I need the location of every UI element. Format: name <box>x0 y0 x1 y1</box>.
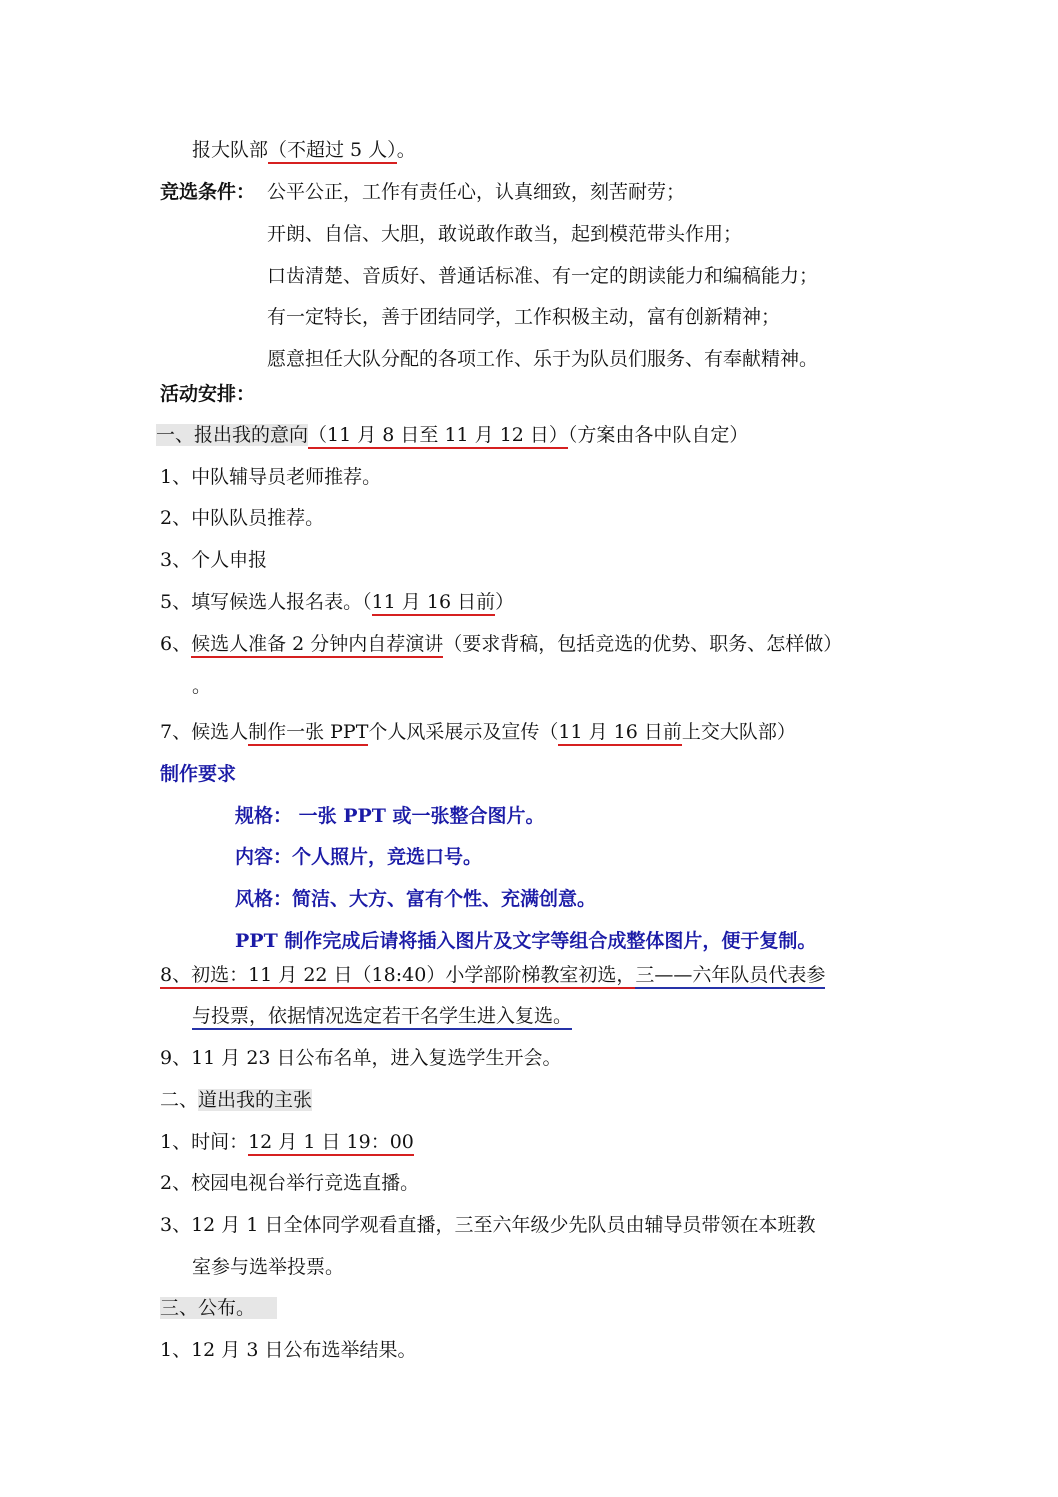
condition-item-2: 开朗、自信、大胆，敢说敢作敢当，起到模范带头作用； <box>267 223 743 245</box>
condition-item-3: 口齿清楚、音质好、普通话标准、有一定的朗读能力和编稿能力； <box>267 265 819 287</box>
item-6-detail: （要求背稿，包括竞选的优势、职务、怎样做） <box>443 633 843 655</box>
item-7-ppt: 制作一张 PPT <box>248 721 368 746</box>
item-5 <box>160 588 514 616</box>
section-1-line <box>156 421 748 449</box>
item-5-text: 5、填写候选人报名表。（ <box>160 591 372 613</box>
section-2-title: 道出我的主张 <box>198 1089 313 1111</box>
intro-end: 。 <box>396 139 416 161</box>
section-3-title: 三、公布。 <box>160 1297 277 1319</box>
schedule-heading: 活动安排： <box>160 383 256 405</box>
item-6-speech: 候选人准备 2 分钟内自荐演讲 <box>191 633 443 658</box>
item-2: 2、中队队员推荐。 <box>160 507 325 529</box>
item-8-cont <box>192 1002 572 1030</box>
section-1-note: （方案由各中队自定） <box>567 424 749 446</box>
item-8-text: 8、初选：11 月 22 日（18:40）小学部阶梯教室初选， <box>160 964 635 989</box>
s2-item-2: 2、校园电视台举行竞选直播。 <box>160 1172 420 1194</box>
requirements-heading: 制作要求 <box>160 763 237 785</box>
requirement-style: 风格：简洁、大方、富有个性、充满创意。 <box>235 888 597 910</box>
item-7 <box>160 718 796 746</box>
condition-item-5: 愿意担任大队分配的各项工作、乐于为队员们服务、有奉献精神。 <box>267 348 819 370</box>
item-8-cont-text: 与投票，依据情况选定若干名学生进入复选。 <box>192 1005 572 1030</box>
item-6-end: 。 <box>192 675 212 697</box>
requirement-spec: 规格： 一张 PPT 或一张整合图片。 <box>235 805 545 827</box>
item-7-show: 个人风采展示及宣传（ <box>368 721 559 743</box>
requirement-note: PPT 制作完成后请将插入图片及文字等组合成整体图片，便于复制。 <box>235 930 817 952</box>
intro-limit: （不超过 5 人） <box>268 139 397 164</box>
item-9: 9、11 月 23 日公布名单，进入复选学生开会。 <box>160 1047 562 1069</box>
item-1: 1、中队辅导员老师推荐。 <box>160 466 382 488</box>
item-3: 3、个人申报 <box>160 549 268 571</box>
condition-item-1: 公平公正，工作有责任心，认真细致，刻苦耐劳； <box>267 181 686 203</box>
s2-item-3: 3、12 月 1 日全体同学观看直播，三至六年级少先队员由辅导员带领在本班教 <box>160 1214 816 1236</box>
item-7-end: 上交大队部） <box>681 721 796 743</box>
section-1-title: 一、报出我的意向 <box>156 424 309 446</box>
item-6-number: 6、 <box>160 633 192 655</box>
section-2-line <box>160 1086 312 1114</box>
section-1-date: （11 月 8 日至 11 月 12 日） <box>308 424 568 449</box>
s3-item-1: 1、12 月 3 日公布选举结果。 <box>160 1339 417 1361</box>
item-5-deadline: 11 月 16 日前 <box>372 591 495 616</box>
item-8 <box>160 961 825 989</box>
item-7-deadline: 11 月 16 日前 <box>558 721 681 746</box>
s2-item-3-cont: 室参与选举投票。 <box>192 1256 345 1278</box>
item-6 <box>160 630 842 658</box>
s2-item-1-label: 1、时间： <box>160 1131 249 1153</box>
section-3-line <box>160 1294 277 1322</box>
section-2-prefix: 二、 <box>160 1089 199 1111</box>
conditions-label: 竞选条件： <box>160 181 256 203</box>
intro-line <box>192 136 416 164</box>
s2-item-1 <box>160 1128 414 1156</box>
requirement-content: 内容：个人照片，竞选口号。 <box>235 846 483 868</box>
s2-item-1-time: 12 月 1 日 19：00 <box>248 1131 414 1156</box>
intro-text: 报大队部 <box>192 139 269 161</box>
condition-item-4: 有一定特长，善于团结同学，工作积极主动，富有创新精神； <box>267 306 781 328</box>
item-5-end: ） <box>495 591 515 613</box>
item-7-text: 7、候选人 <box>160 721 249 743</box>
item-8-voters: 三——六年队员代表参 <box>635 964 825 989</box>
